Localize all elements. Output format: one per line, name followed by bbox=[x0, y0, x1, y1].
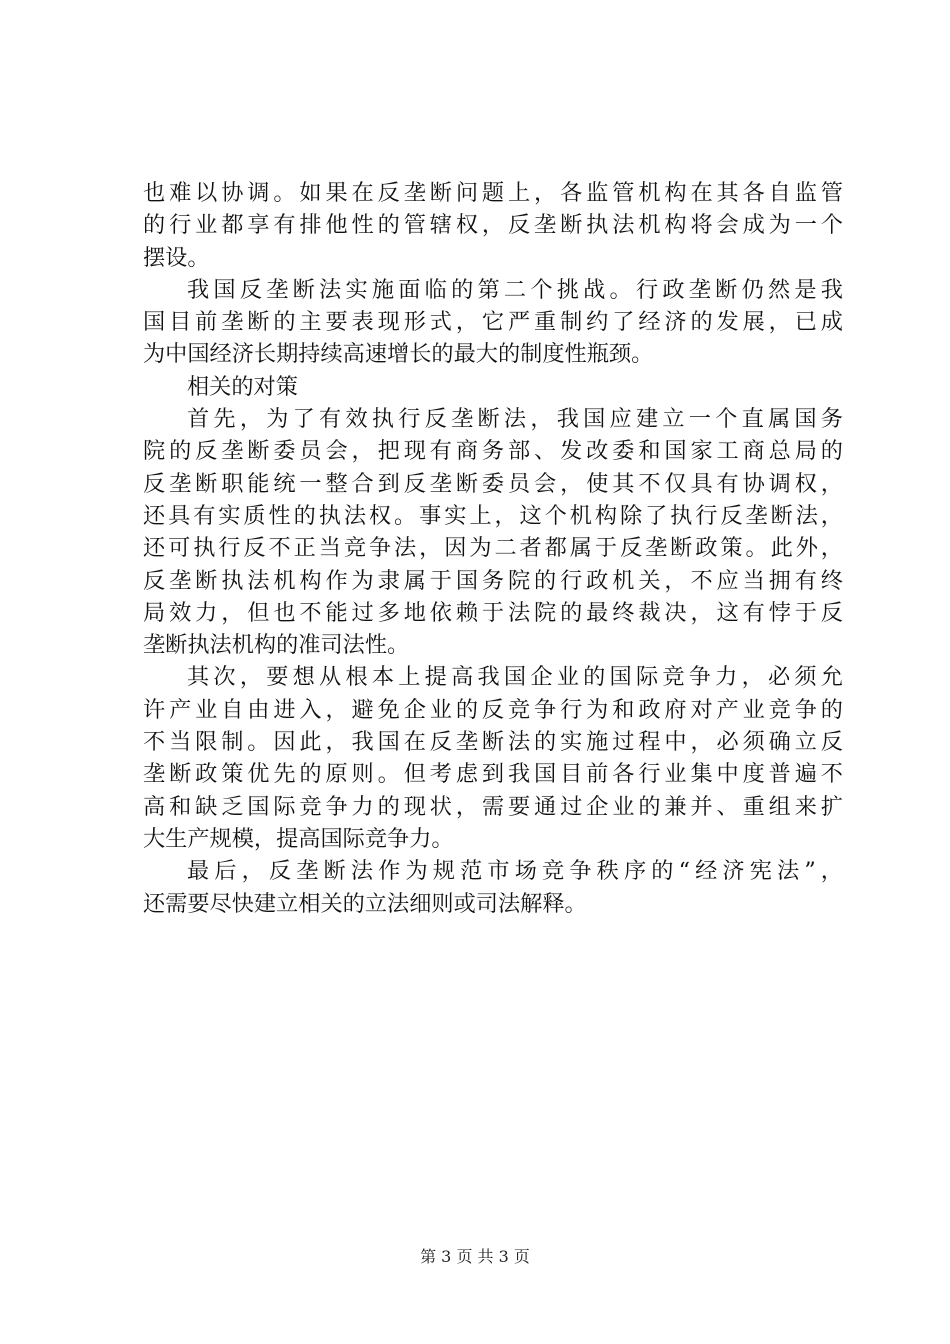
text-line: 垄断政策优先的原则。但考虑到我国目前各行业集中度普遍不 bbox=[143, 761, 843, 788]
text-line: 反垄断执法机构作为隶属于国务院的行政机关，不应当拥有终 bbox=[143, 567, 843, 594]
text-line: 摆设。 bbox=[143, 244, 210, 271]
body-text bbox=[143, 177, 843, 920]
text-line: 为中国经济长期持续高速增长的最大的制度性瓶颈。 bbox=[143, 341, 654, 368]
text-line: 院的反垄断委员会，把现有商务部、发改委和国家工商总局的 bbox=[143, 438, 843, 465]
text-line: 高和缺乏国际竞争力的现状，需要通过企业的兼并、重组来扩 bbox=[143, 793, 843, 820]
text-line: 不当限制。因此，我国在反垄断法的实施过程中，必须确立反 bbox=[143, 729, 843, 756]
text-line: 还需要尽快建立相关的立法细则或司法解释。 bbox=[143, 890, 587, 917]
text-line: 其次，要想从根本上提高我国企业的国际竞争力，必须允 bbox=[187, 664, 843, 691]
text-line: 垄断执法机构的准司法性。 bbox=[143, 632, 410, 659]
text-line: 还可执行反不正当竞争法，因为二者都属于反垄断政策。此外， bbox=[143, 535, 843, 562]
text-line: 局效力，但也不能过多地依赖于法院的最终裁决，这有悖于反 bbox=[143, 599, 843, 626]
text-line: 首先，为了有效执行反垄断法，我国应建立一个直属国务 bbox=[187, 406, 843, 433]
page-footer: 第 3 页 共 3 页 bbox=[420, 1247, 530, 1266]
text-line: 大生产规模，提高国际竞争力。 bbox=[143, 825, 454, 852]
text-line: 国目前垄断的主要表现形式，它严重制约了经济的发展，已成 bbox=[143, 309, 843, 336]
text-line: 最后，反垄断法作为规范市场竞争秩序的“经济宪法”， bbox=[187, 858, 843, 885]
text-line: 反垄断职能统一整合到反垄断委员会，使其不仅具有协调权， bbox=[143, 470, 843, 497]
text-line: 相关的对策 bbox=[187, 373, 298, 400]
text-line: 还具有实质性的执法权。事实上，这个机构除了执行反垄断法， bbox=[143, 502, 843, 529]
text-line: 许产业自由进入，避免企业的反竞争行为和政府对产业竞争的 bbox=[143, 696, 843, 723]
text-line: 的行业都享有排他性的管辖权，反垄断执法机构将会成为一个 bbox=[143, 212, 843, 239]
text-line: 也难以协调。如果在反垄断问题上，各监管机构在其各自监管 bbox=[143, 180, 843, 206]
text-line: 我国反垄断法实施面临的第二个挑战。行政垄断仍然是我 bbox=[187, 276, 843, 303]
